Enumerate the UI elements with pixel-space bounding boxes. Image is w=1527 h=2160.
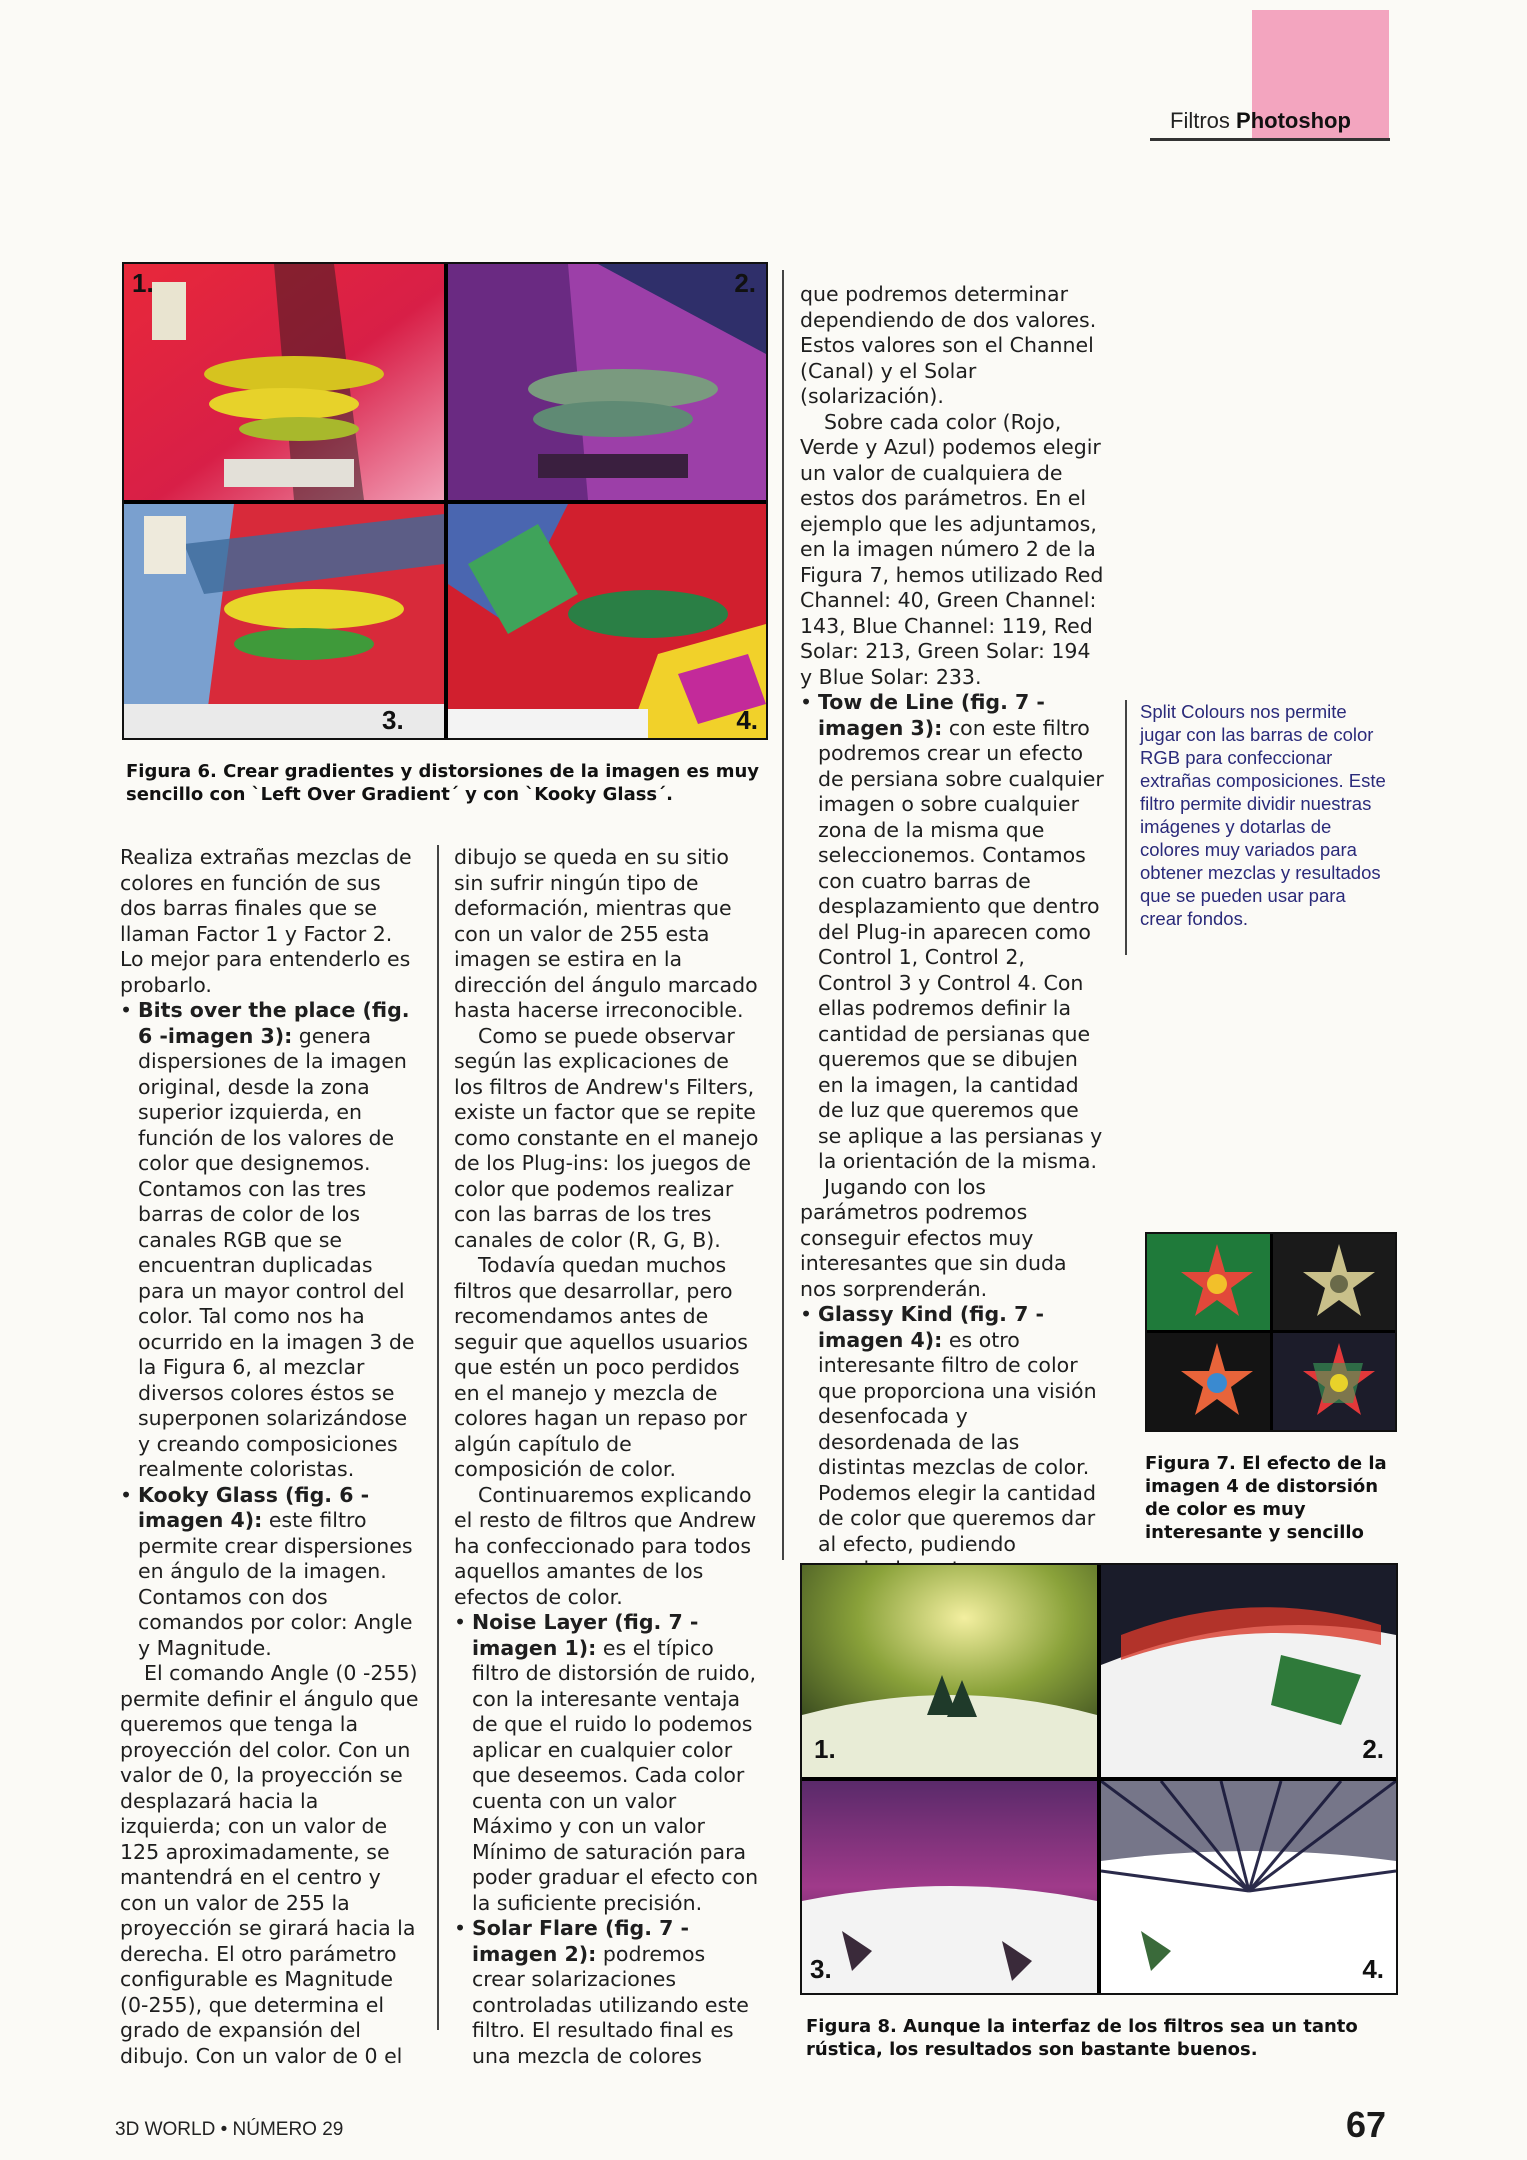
figure6-label-3: 3. <box>382 705 404 735</box>
figure8-label-4: 4. <box>1362 1954 1384 1984</box>
column-divider-1 <box>437 845 439 2030</box>
col2-paragraph-2: Como se puede observar según las explicaciones de los filtros de Andrew's Filters, existe un factor que se repite como constante en el manejo de los Plug-ins: los juegos de color que podemos realizar con las barras de los tres canales de color (R, G, B). <box>454 1023 759 1252</box>
header-topic: Photoshop <box>1236 108 1351 133</box>
figure8-caption: Figura 8. Aunque la interfaz de los filtros sea un tanto rústica, los resultados son bastante buenos. <box>806 2016 1358 2060</box>
col2-paragraph-1: dibujo se queda en su sitio sin sufrir ningún tipo de deformación, mientras que con un valor de 255 esta imagen se estira en la dirección del ángulo marcado hasta hacerse irreconocible. <box>454 845 758 1022</box>
figure7-panel-3 <box>1147 1333 1270 1430</box>
col2-bullet-1-text: es el típico filtro de distorsión de ruido, con la interesante ventaja de que el ruido lo podemos aplicar en cualquier color que deseemos. Cada color cuenta con un valor Máximo y con un valor Mínimo de saturación para poder graduar el efecto con la suficiente precisión. <box>472 1635 759 1915</box>
header-section: Filtros <box>1170 108 1230 133</box>
col1-bullet-bits-over-the-place <box>120 998 420 1483</box>
col3-bullet-glassy-kind <box>800 1302 1105 1583</box>
col3-paragraph-1: que podremos determinar dependiendo de dos valores. Estos valores son el Channel (Canal) y el Solar (solarización). <box>800 282 1097 408</box>
col3-bullet-tow-de-line <box>800 690 1105 1175</box>
header-rule <box>1150 138 1390 141</box>
sidebar-rule <box>1125 700 1127 955</box>
col1-paragraph-2: El comando Angle (0 -255) permite definir el ángulo que queremos que tenga la proyección del color. Con un valor de 0, la proyección se desplazará hacia la izquierda; con un valor de 125 aproximadamente, se mantendrá en el centro y con un valor de 255 la proyección se girará hacia la derecha. El otro parámetro configurable es Magnitude (0-255), que determina el grado de expansión del dibujo. Con un valor de 0 el <box>120 1661 419 2068</box>
col2-bullet-noise-layer <box>454 1610 759 1916</box>
running-header <box>1170 108 1351 134</box>
col3-bullet-2-text: es otro interesante filtro de color que proporciona una visión desenfocada y desordenada de las distintas mezclas de color. Podemos elegir la cantidad de color que queremos dar al efecto, pudiendo <box>818 1327 1097 1556</box>
figure7-panel-2 <box>1273 1234 1395 1330</box>
figure7-caption: Figura 7. El efecto de la imagen 4 de distorsión de color es muy interesante y sencillo <box>1145 1453 1387 1543</box>
col1-bullet-2-title: Kooky Glass (fig. 6 -imagen 4): <box>138 1482 370 1532</box>
col1-bullet-kooky-glass <box>120 1483 420 1662</box>
col2-paragraph-4: Continuaremos explicando el resto de filtros que Andrew ha confeccionado para todos aquellos amantes de los efectos de color. <box>454 1482 757 1609</box>
sidebar-note: Split Colours nos permite jugar con las barras de color RGB para confeccionar extrañas composiciones. Este filtro permite dividir nuestras imágenes y dotarlas de colores muy variados para obtener mezclas y resultados que se pueden usar para crear fondos. <box>1140 701 1386 929</box>
figure6-panel-2 <box>448 264 766 500</box>
article-column-1 <box>120 845 420 2069</box>
figure8-label-3: 3. <box>810 1954 832 1984</box>
col2-bullet-1-title: Noise Layer (fig. 7 -imagen 1): <box>472 1610 699 1660</box>
col2-paragraph-3: Todavía quedan muchos filtros que desarrollar, pero recomendamos antes de seguir que aquellos usuarios que estén un poco perdidos en el manejo y mezcla de colores hagan un repaso por algún capítulo de composición de color. <box>454 1253 748 1481</box>
col1-bullet-1-text: genera dispersiones de la imagen original, desde la zona superior izquierda, en función de los valores de color que designemos. Contamos con las tres barras de color de los canales RGB que se encuentran duplicadas para un mayor control del color. Tal como nos ha ocurrido en la imagen 3 de la Figura 6, al mezclar diversos colores éstos se superponen solarizándose y creando composiciones realmente coloristas. <box>138 1023 415 1481</box>
figure6-label-2: 2. <box>734 268 756 298</box>
figure8-panel-3 <box>802 1781 1097 1993</box>
col2-bullet-2-text: podremos crear solarizaciones controladas utilizando este filtro. El resultado final es una mezcla de colores <box>472 1941 749 2068</box>
col1-bullet-2-text: este filtro permite crear dispersiones en ángulo de la imagen. Contamos con dos comandos por color: Angle y Magnitude. <box>138 1508 413 1660</box>
footer-publication: 3D WORLD • NÚMERO 29 <box>115 2119 344 2140</box>
figure8-panel-4 <box>1101 1781 1396 1993</box>
col3-bullet-1-title: Tow de Line (fig. 7 -imagen 3): <box>818 690 1045 740</box>
figure6-panel-4 <box>448 504 766 738</box>
col3-paragraph-2: Sobre cada color (Rojo, Verde y Azul) podemos elegir un valor de cualquiera de estos dos parámetros. En el ejemplo que les adjuntamos, en la imagen número 2 de la Figura 7, hemos utilizado Red Channel: 40, Green Channel: 143, Blue Channel: 119, Red Solar: 213, Green Solar: 194 y Blue Solar: 233. <box>800 409 1104 689</box>
figure6-panel-3 <box>124 504 444 738</box>
figure8-panel-2 <box>1101 1565 1396 1777</box>
figure6-caption: Figura 6. Crear gradientes y distorsiones de la imagen es muy sencillo con `Left Over Gradient´ y con `Kooky Glass´. <box>126 761 759 805</box>
col1-paragraph-1: Realiza extrañas mezclas de colores en función de sus dos barras finales que se llaman Factor 1 y Factor 2. Lo mejor para entenderlo es probarlo. <box>120 845 412 997</box>
figure6-label-4: 4. <box>736 705 758 735</box>
figure8-label-2: 2. <box>1362 1734 1384 1764</box>
figure6-label-1: 1. <box>132 268 154 298</box>
column-divider-2 <box>782 270 784 1560</box>
figure8-image <box>800 1563 1398 1995</box>
col3-bullet-1-text: con este filtro podremos crear un efecto de persiana sobre cualquier imagen o sobre cualquier zona de la misma que seleccionemos. Contamos con cuatro barras de desplazamiento que dentro del Plug-in aparecen como Control 1, Control 2, Control 3 y Control 4. Con ellas podremos definir la cantidad de persianas que queremos que se dibujen en la imagen, la cantidad de luz que queremos que se aplique a las persianas y la orientación de la misma. <box>818 715 1104 1173</box>
figure7-panel-4 <box>1273 1333 1395 1430</box>
article-column-3 <box>800 282 1105 1583</box>
col3-bullet-2-title: Glassy Kind (fig. 7 -imagen 4): <box>818 1302 1044 1352</box>
col1-bullet-1-title: Bits over the place (fig. 6 -imagen 3): <box>138 998 410 1048</box>
figure6-image <box>122 262 768 740</box>
figure8-panel-1 <box>802 1565 1097 1777</box>
figure7-image <box>1145 1232 1397 1432</box>
figure8-label-1: 1. <box>814 1734 836 1764</box>
col2-bullet-2-title: Solar Flare (fig. 7 -imagen 2): <box>472 1916 690 1966</box>
col3-paragraph-3: Jugando con los parámetros podremos conseguir efectos muy interesantes que sin duda nos sorprenderán. <box>800 1174 1067 1301</box>
figure7-panel-1 <box>1147 1234 1270 1330</box>
article-column-2 <box>454 845 759 2069</box>
col2-bullet-solar-flare <box>454 1916 759 2069</box>
page-number: 67 <box>1346 2104 1387 2145</box>
figure6-panel-1 <box>124 264 444 500</box>
